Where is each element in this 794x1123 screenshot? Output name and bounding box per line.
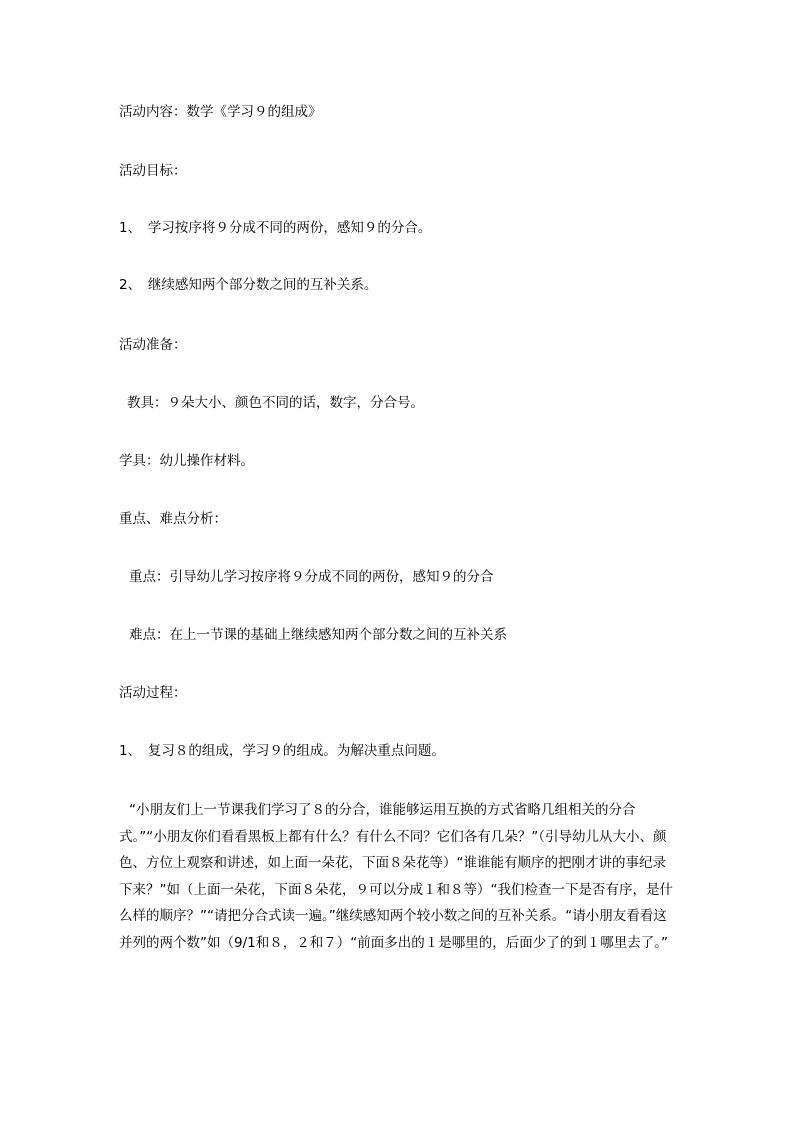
goal-heading: 活动目标： (119, 163, 187, 179)
analysis-heading: 重点、难点分析： (119, 511, 227, 527)
activity-content-line: 活动内容：数学《学习９的组成》 (119, 104, 322, 120)
process-paragraph: “小朋友们上一节课我们学习了８的分合，谁能够运用互换的方式省略几组相关的分合式。”“小朋友你们看看黑板上都有什么？有什么不同？它们各有几朵？”（引导幼儿从大小、颜色、方位上观察和讲述，如上面一朵花，下面８朵花等）“谁谁能有顺序的把刚才讲的事纪录下来？”如（上面一朵花，下面８朵花，９可以分成１和８等）“我们检查一下是否有序，是什么样的顺序？”“请把分合式读一遍。”继续感知两个较小数之间的互补关系。“请小朋友看看这并列的两个数”如（9/1和８，２和７）“前面多出的１是哪里的，后面少了的到１哪里去了。” (119, 802, 673, 951)
prep-heading: 活动准备： (119, 337, 187, 353)
process-heading: 活动过程： (119, 685, 187, 701)
process-item-1: 1、 复习８的组成，学习９的组成。为解决重点问题。 (119, 743, 445, 759)
goal-item-2: 2、 继续感知两个部分数之间的互补关系。 (119, 277, 378, 293)
difficulty: 难点：在上一节课的基础上继续感知两个部分数之间的互补关系 (129, 627, 507, 643)
prep-teaching-aids: 教具：９朵大小、颜色不同的话，数字，分合号。 (127, 395, 424, 411)
prep-learning-aids: 学具：幼儿操作材料。 (119, 453, 254, 469)
key-point: 重点：引导幼儿学习按序将９分成不同的两份，感知９的分合 (129, 569, 494, 585)
goal-item-1: 1、 学习按序将９分成不同的两份，感知９的分合。 (119, 220, 432, 236)
